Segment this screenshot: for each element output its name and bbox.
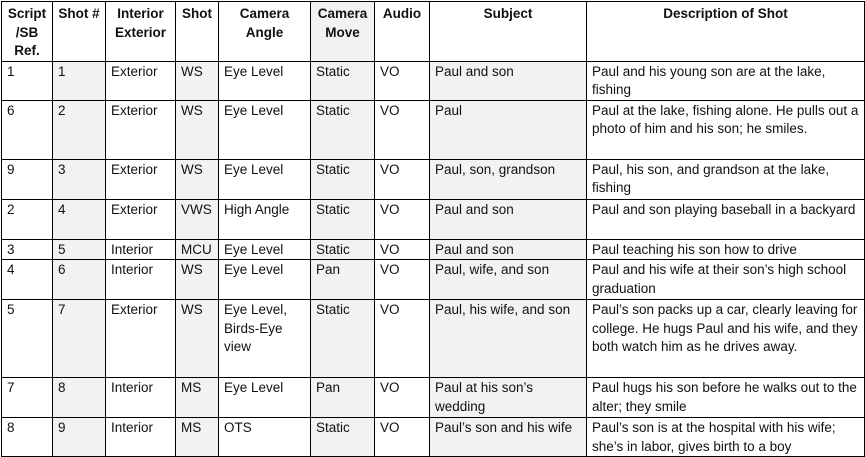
cell-subject: Paul — [430, 100, 587, 159]
shot-list-document — [1, 1, 864, 457]
cell-subject: Paul and son — [430, 61, 587, 100]
cell-script-ref: 4 — [2, 260, 53, 300]
cell-camera-angle: High Angle — [219, 199, 311, 239]
cell-shot-number: 1 — [53, 61, 106, 100]
cell-audio: VO — [375, 159, 430, 199]
cell-camera-move: Static — [311, 418, 375, 457]
cell-shot-number: 5 — [53, 239, 106, 260]
cell-camera-angle: OTS — [219, 418, 311, 457]
cell-interior-exterior: Exterior — [106, 61, 176, 100]
cell-interior-exterior: Interior — [106, 239, 176, 260]
header-shot-number: Shot # — [53, 2, 106, 62]
cell-camera-move: Pan — [311, 378, 375, 418]
header-audio: Audio — [375, 2, 430, 62]
cell-interior-exterior: Exterior — [106, 159, 176, 199]
header-interior-exterior: Interior Exterior — [106, 2, 176, 62]
cell-description: Paul hugs his son before he walks out to the alter; they smile — [587, 378, 865, 418]
cell-shot-number: 9 — [53, 418, 106, 457]
cell-audio: VO — [375, 378, 430, 418]
cell-shot: VWS — [176, 199, 219, 239]
header-camera-angle: Camera Angle — [219, 2, 311, 62]
cell-subject: Paul, his wife, and son — [430, 300, 587, 378]
cell-script-ref: 7 — [2, 378, 53, 418]
cell-camera-angle: Eye Level — [219, 260, 311, 300]
cell-description: Paul, his son, and grandson at the lake, fishing — [587, 159, 865, 199]
cell-shot: WS — [176, 159, 219, 199]
cell-shot-number: 2 — [53, 100, 106, 159]
header-shot: Shot — [176, 2, 219, 62]
cell-script-ref: 1 — [2, 61, 53, 100]
cell-shot-number: 3 — [53, 159, 106, 199]
cell-camera-move: Static — [311, 100, 375, 159]
header-description: Description of Shot — [587, 2, 865, 62]
cell-shot-number: 4 — [53, 199, 106, 239]
cell-camera-angle: Eye Level — [219, 159, 311, 199]
cell-description: Paul at the lake, fishing alone. He pulls out a photo of him and his son; he smiles. — [587, 100, 865, 159]
cell-shot: MS — [176, 418, 219, 457]
table-row — [2, 199, 865, 239]
cell-description: Paul’s son packs up a car, clearly leaving for college. He hugs Paul and his wife, and they both watch him as he drives away. — [587, 300, 865, 378]
cell-subject: Paul and son — [430, 239, 587, 260]
cell-camera-move: Pan — [311, 260, 375, 300]
cell-shot-number: 8 — [53, 378, 106, 418]
cell-description: Paul teaching his son how to drive — [587, 239, 865, 260]
cell-camera-move: Static — [311, 239, 375, 260]
cell-camera-angle: Eye Level — [219, 378, 311, 418]
header-camera-move: Camera Move — [311, 2, 375, 62]
cell-camera-angle: Eye Level, Birds-Eye view — [219, 300, 311, 378]
table-row — [2, 239, 865, 260]
cell-interior-exterior: Interior — [106, 418, 176, 457]
cell-description: Paul and his wife at their son’s high school graduation — [587, 260, 865, 300]
cell-audio: VO — [375, 418, 430, 457]
table-row — [2, 418, 865, 457]
cell-audio: VO — [375, 61, 430, 100]
cell-subject: Paul’s son and his wife — [430, 418, 587, 457]
cell-script-ref: 8 — [2, 418, 53, 457]
cell-interior-exterior: Interior — [106, 260, 176, 300]
table-row — [2, 159, 865, 199]
cell-shot-number: 6 — [53, 260, 106, 300]
table-header-row — [2, 2, 865, 62]
cell-camera-angle: Eye Level — [219, 239, 311, 260]
cell-audio: VO — [375, 300, 430, 378]
cell-shot: WS — [176, 260, 219, 300]
cell-script-ref: 2 — [2, 199, 53, 239]
shot-list-table — [1, 1, 865, 457]
cell-interior-exterior: Exterior — [106, 300, 176, 378]
cell-camera-move: Static — [311, 199, 375, 239]
header-subject: Subject — [430, 2, 587, 62]
cell-subject: Paul at his son’s wedding — [430, 378, 587, 418]
cell-interior-exterior: Interior — [106, 378, 176, 418]
cell-camera-move: Static — [311, 300, 375, 378]
table-row — [2, 300, 865, 378]
cell-shot: WS — [176, 100, 219, 159]
cell-script-ref: 3 — [2, 239, 53, 260]
cell-interior-exterior: Exterior — [106, 100, 176, 159]
cell-subject: Paul and son — [430, 199, 587, 239]
cell-camera-move: Static — [311, 61, 375, 100]
cell-script-ref: 6 — [2, 100, 53, 159]
table-row — [2, 260, 865, 300]
cell-shot: WS — [176, 300, 219, 378]
cell-subject: Paul, son, grandson — [430, 159, 587, 199]
cell-interior-exterior: Exterior — [106, 199, 176, 239]
cell-shot: WS — [176, 61, 219, 100]
table-row — [2, 100, 865, 159]
cell-camera-angle: Eye Level — [219, 100, 311, 159]
cell-camera-move: Static — [311, 159, 375, 199]
cell-script-ref: 5 — [2, 300, 53, 378]
cell-description: Paul and son playing baseball in a backyard — [587, 199, 865, 239]
cell-description: Paul’s son is at the hospital with his wife; she’s in labor, gives birth to a boy — [587, 418, 865, 457]
table-row — [2, 61, 865, 100]
cell-camera-angle: Eye Level — [219, 61, 311, 100]
cell-description: Paul and his young son are at the lake, fishing — [587, 61, 865, 100]
header-script-ref: Script /SB Ref. — [2, 2, 53, 62]
cell-audio: VO — [375, 100, 430, 159]
table-row — [2, 378, 865, 418]
cell-script-ref: 9 — [2, 159, 53, 199]
cell-audio: VO — [375, 260, 430, 300]
cell-audio: VO — [375, 199, 430, 239]
cell-subject: Paul, wife, and son — [430, 260, 587, 300]
cell-shot: MS — [176, 378, 219, 418]
cell-audio: VO — [375, 239, 430, 260]
cell-shot-number: 7 — [53, 300, 106, 378]
cell-shot: MCU — [176, 239, 219, 260]
